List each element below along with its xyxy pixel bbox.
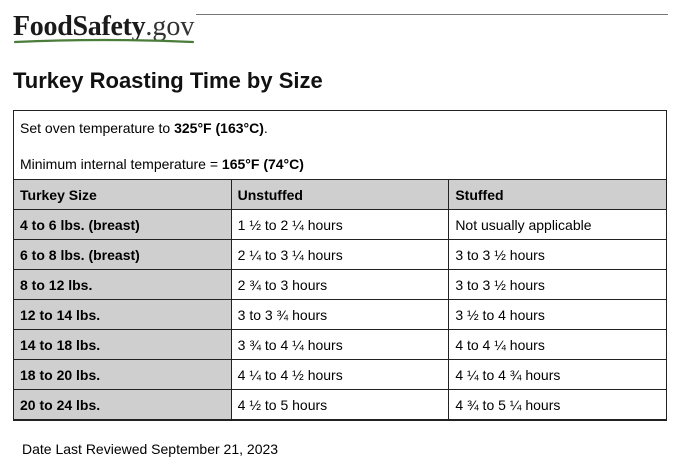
unstuffed-time-cell: 2 ¼ to 3 ¼ hours: [231, 240, 449, 270]
turkey-size-cell: 14 to 18 lbs.: [14, 330, 232, 360]
temperature-notes: [14, 111, 666, 179]
unstuffed-time-cell: 4 ¼ to 4 ½ hours: [231, 360, 449, 390]
table-row: [14, 360, 667, 390]
table-row: [14, 390, 667, 420]
table-row: [14, 210, 667, 240]
unstuffed-time-cell: 4 ½ to 5 hours: [231, 390, 449, 420]
table-row: [14, 330, 667, 360]
logo-text-suffix: .gov: [145, 11, 195, 42]
oven-temperature-note: Set oven temperature to 325°F (163°C).: [20, 120, 268, 136]
turkey-size-cell: 8 to 12 lbs.: [14, 270, 232, 300]
header-turkey-size: Turkey Size: [14, 180, 232, 210]
unstuffed-time-cell: 2 ¾ to 3 hours: [231, 270, 449, 300]
header-divider: [196, 14, 668, 15]
date-last-reviewed: Date Last Reviewed September 21, 2023: [22, 441, 279, 457]
unstuffed-time-cell: 1 ½ to 2 ¼ hours: [231, 210, 449, 240]
internal-temperature-note: Minimum internal temperature = 165°F (74°C): [20, 156, 304, 172]
oven-temperature-value: 325°F (163°C): [174, 120, 264, 136]
turkey-size-cell: 20 to 24 lbs.: [14, 390, 232, 420]
page-title: Turkey Roasting Time by Size: [13, 68, 323, 93]
unstuffed-time-cell: 3 to 3 ¾ hours: [231, 300, 449, 330]
table-header-row: [14, 180, 667, 210]
turkey-size-cell: 18 to 20 lbs.: [14, 360, 232, 390]
internal-temperature-value: 165°F (74°C): [221, 156, 304, 172]
stuffed-time-cell: 4 to 4 ¼ hours: [449, 330, 667, 360]
stuffed-time-cell: 4 ¼ to 4 ¾ hours: [449, 360, 667, 390]
stuffed-time-cell: Not usually applicable: [449, 210, 667, 240]
logo-swoosh-icon: [13, 37, 195, 45]
table-row: [14, 270, 667, 300]
roasting-chart-box: [13, 110, 667, 421]
site-header: [0, 0, 686, 60]
turkey-size-cell: 4 to 6 lbs. (breast): [14, 210, 232, 240]
table-row: [14, 300, 667, 330]
stuffed-time-cell: 3 ½ to 4 hours: [449, 300, 667, 330]
header-unstuffed: Unstuffed: [231, 180, 449, 210]
unstuffed-time-cell: 3 ¾ to 4 ¼ hours: [231, 330, 449, 360]
turkey-size-cell: 6 to 8 lbs. (breast): [14, 240, 232, 270]
stuffed-time-cell: 3 to 3 ½ hours: [449, 240, 667, 270]
logo-text-strong: FoodSafety: [13, 11, 146, 42]
header-stuffed: Stuffed: [449, 180, 667, 210]
table-row: [14, 240, 667, 270]
stuffed-time-cell: 3 to 3 ½ hours: [449, 270, 667, 300]
stuffed-time-cell: 4 ¾ to 5 ¼ hours: [449, 390, 667, 420]
roasting-time-table: [13, 179, 667, 420]
turkey-size-cell: 12 to 14 lbs.: [14, 300, 232, 330]
